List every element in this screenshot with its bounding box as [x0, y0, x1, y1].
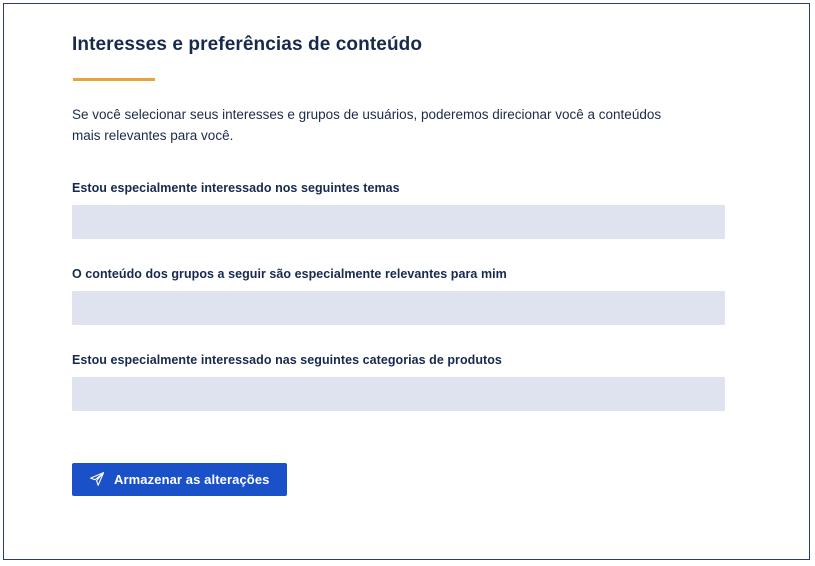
- field-label-topics: Estou especialmente interessado nos seguintes temas: [72, 180, 400, 195]
- groups-input[interactable]: [72, 291, 725, 325]
- intro-text: Se você selecionar seus interesses e grupos de usuários, poderemos direcionar você a conteúdos mais relevantes para você.: [72, 106, 662, 143]
- product-categories-input[interactable]: [72, 377, 725, 411]
- save-button[interactable]: [72, 463, 287, 496]
- content-area: [4, 4, 809, 496]
- paper-plane-icon: [89, 471, 105, 487]
- field-group-topics: [72, 181, 749, 239]
- title-underline-rule: [73, 78, 155, 81]
- field-label-groups: O conteúdo dos grupos a seguir são especialmente relevantes para mim: [72, 266, 507, 281]
- page-title: Interesses e preferências de conteúdo: [72, 34, 423, 55]
- page-frame: [3, 3, 810, 560]
- field-group-groups: [72, 267, 749, 325]
- field-label-product-categories: Estou especialmente interessado nas seguintes categorias de produtos: [72, 352, 502, 367]
- field-group-product-categories: [72, 353, 749, 411]
- form-actions: [72, 463, 749, 496]
- save-button-label: Armazenar as alterações: [114, 471, 270, 487]
- topics-input[interactable]: [72, 205, 725, 239]
